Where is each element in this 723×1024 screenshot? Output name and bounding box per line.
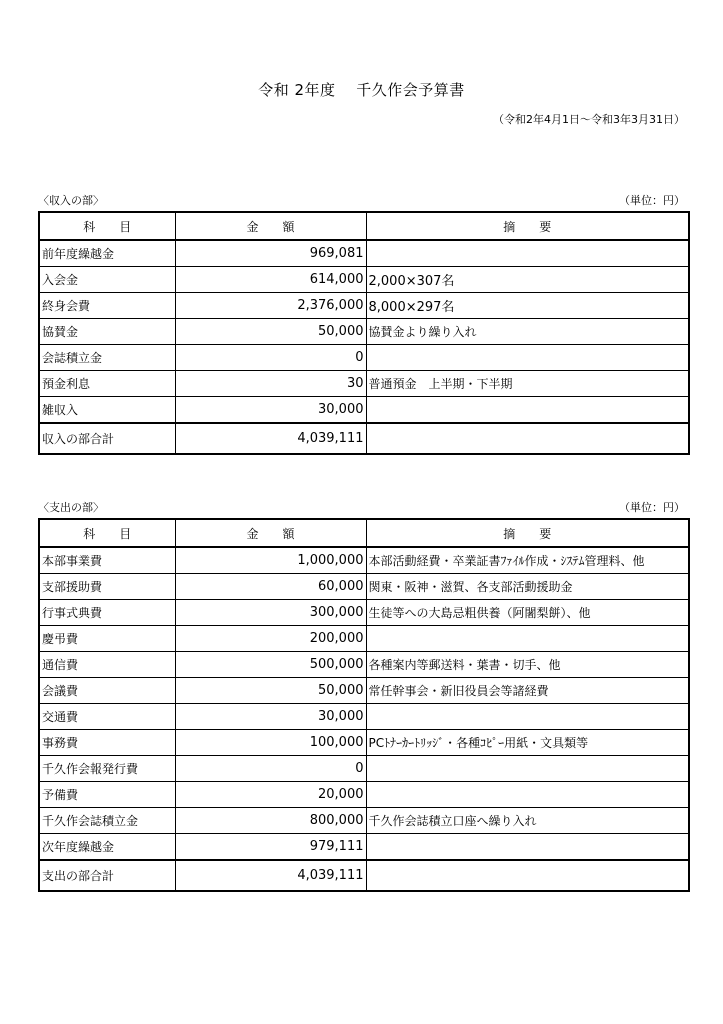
row-item: 本部事業費 (39, 547, 175, 574)
row-item: 通信費 (39, 652, 175, 678)
row-note (366, 834, 689, 861)
row-item: 慶弔費 (39, 626, 175, 652)
header-amount: 金 額 (175, 212, 366, 240)
table-row (39, 756, 689, 782)
row-item: 交通費 (39, 704, 175, 730)
header-note: 摘 要 (366, 212, 689, 240)
expense-table (38, 518, 690, 892)
row-note: 2,000×307名 (366, 267, 689, 293)
income-section-label: 〈収入の部〉 (38, 194, 104, 207)
row-note: 関東・阪神・滋賀、各支部活動援助金 (366, 574, 689, 600)
table-row (39, 834, 689, 861)
table-row (39, 371, 689, 397)
row-note: 本部活動経費・卒業証書ﾌｧｲﾙ作成・ｼｽﾃﾑ管理料、他 (366, 547, 689, 574)
table-row (39, 626, 689, 652)
row-note (366, 345, 689, 371)
row-item: 預金利息 (39, 371, 175, 397)
row-amount: 979,111 (175, 834, 366, 861)
total-amount: 4,039,111 (175, 423, 366, 454)
total-item: 支出の部合計 (39, 860, 175, 891)
table-row (39, 678, 689, 704)
fiscal-period: （令和2年4月1日～令和3年3月31日） (493, 113, 685, 126)
row-note (366, 704, 689, 730)
row-item: 入会金 (39, 267, 175, 293)
row-amount: 2,376,000 (175, 293, 366, 319)
expense-unit-label: （単位：円） (619, 501, 685, 514)
row-amount: 200,000 (175, 626, 366, 652)
table-row (39, 345, 689, 371)
row-note: 千久作会誌積立口座へ繰り入れ (366, 808, 689, 834)
row-amount: 50,000 (175, 678, 366, 704)
header-amount: 金 額 (175, 519, 366, 547)
row-item: 千久作会誌積立金 (39, 808, 175, 834)
row-amount: 30,000 (175, 704, 366, 730)
row-note: 生徒等への大島忌粗供養（阿闍梨餅）、他 (366, 600, 689, 626)
row-note: 協賛金より繰り入れ (366, 319, 689, 345)
row-item: 予備費 (39, 782, 175, 808)
row-amount: 30 (175, 371, 366, 397)
table-row (39, 293, 689, 319)
row-amount: 50,000 (175, 319, 366, 345)
row-amount: 100,000 (175, 730, 366, 756)
total-item: 収入の部合計 (39, 423, 175, 454)
row-item: 会誌積立金 (39, 345, 175, 371)
table-row (39, 547, 689, 574)
table-row (39, 600, 689, 626)
row-note (366, 756, 689, 782)
table-row (39, 704, 689, 730)
row-item: 支部援助費 (39, 574, 175, 600)
table-row (39, 319, 689, 345)
table-row (39, 782, 689, 808)
row-item: 次年度繰越金 (39, 834, 175, 861)
expense-total-row (39, 860, 689, 891)
row-amount: 300,000 (175, 600, 366, 626)
expense-section-label: 〈支出の部〉 (38, 501, 104, 514)
header-item: 科 目 (39, 212, 175, 240)
row-amount: 0 (175, 756, 366, 782)
row-amount: 969,081 (175, 240, 366, 267)
row-item: 終身会費 (39, 293, 175, 319)
row-item: 事務費 (39, 730, 175, 756)
row-item: 協賛金 (39, 319, 175, 345)
row-note (366, 626, 689, 652)
total-note (366, 860, 689, 891)
total-note (366, 423, 689, 454)
total-amount: 4,039,111 (175, 860, 366, 891)
row-item: 千久作会報発行費 (39, 756, 175, 782)
table-row (39, 397, 689, 424)
row-amount: 800,000 (175, 808, 366, 834)
income-total-row (39, 423, 689, 454)
table-row (39, 652, 689, 678)
row-note (366, 782, 689, 808)
row-amount: 500,000 (175, 652, 366, 678)
income-header-row (39, 212, 689, 240)
expense-header-row (39, 519, 689, 547)
row-note (366, 240, 689, 267)
header-note: 摘 要 (366, 519, 689, 547)
page-title: 令和 2年度 千久作会予算書 (258, 81, 465, 99)
table-row (39, 574, 689, 600)
table-row (39, 808, 689, 834)
row-amount: 20,000 (175, 782, 366, 808)
income-table (38, 211, 690, 455)
row-amount: 1,000,000 (175, 547, 366, 574)
row-note: 常任幹事会・新旧役員会等諸経費 (366, 678, 689, 704)
row-item: 会議費 (39, 678, 175, 704)
row-amount: 614,000 (175, 267, 366, 293)
income-unit-label: （単位：円） (619, 194, 685, 207)
row-note (366, 397, 689, 424)
table-row (39, 267, 689, 293)
row-amount: 30,000 (175, 397, 366, 424)
table-row (39, 730, 689, 756)
row-note: PCﾄﾅｰｶｰﾄﾘｯｼﾞ・各種ｺﾋﾟｰ用紙・文具類等 (366, 730, 689, 756)
row-note: 8,000×297名 (366, 293, 689, 319)
header-item: 科 目 (39, 519, 175, 547)
row-item: 行事式典費 (39, 600, 175, 626)
row-item: 前年度繰越金 (39, 240, 175, 267)
table-row (39, 240, 689, 267)
row-note: 普通預金 上半期・下半期 (366, 371, 689, 397)
row-amount: 60,000 (175, 574, 366, 600)
row-amount: 0 (175, 345, 366, 371)
row-item: 雑収入 (39, 397, 175, 424)
row-note: 各種案内等郵送料・葉書・切手、他 (366, 652, 689, 678)
